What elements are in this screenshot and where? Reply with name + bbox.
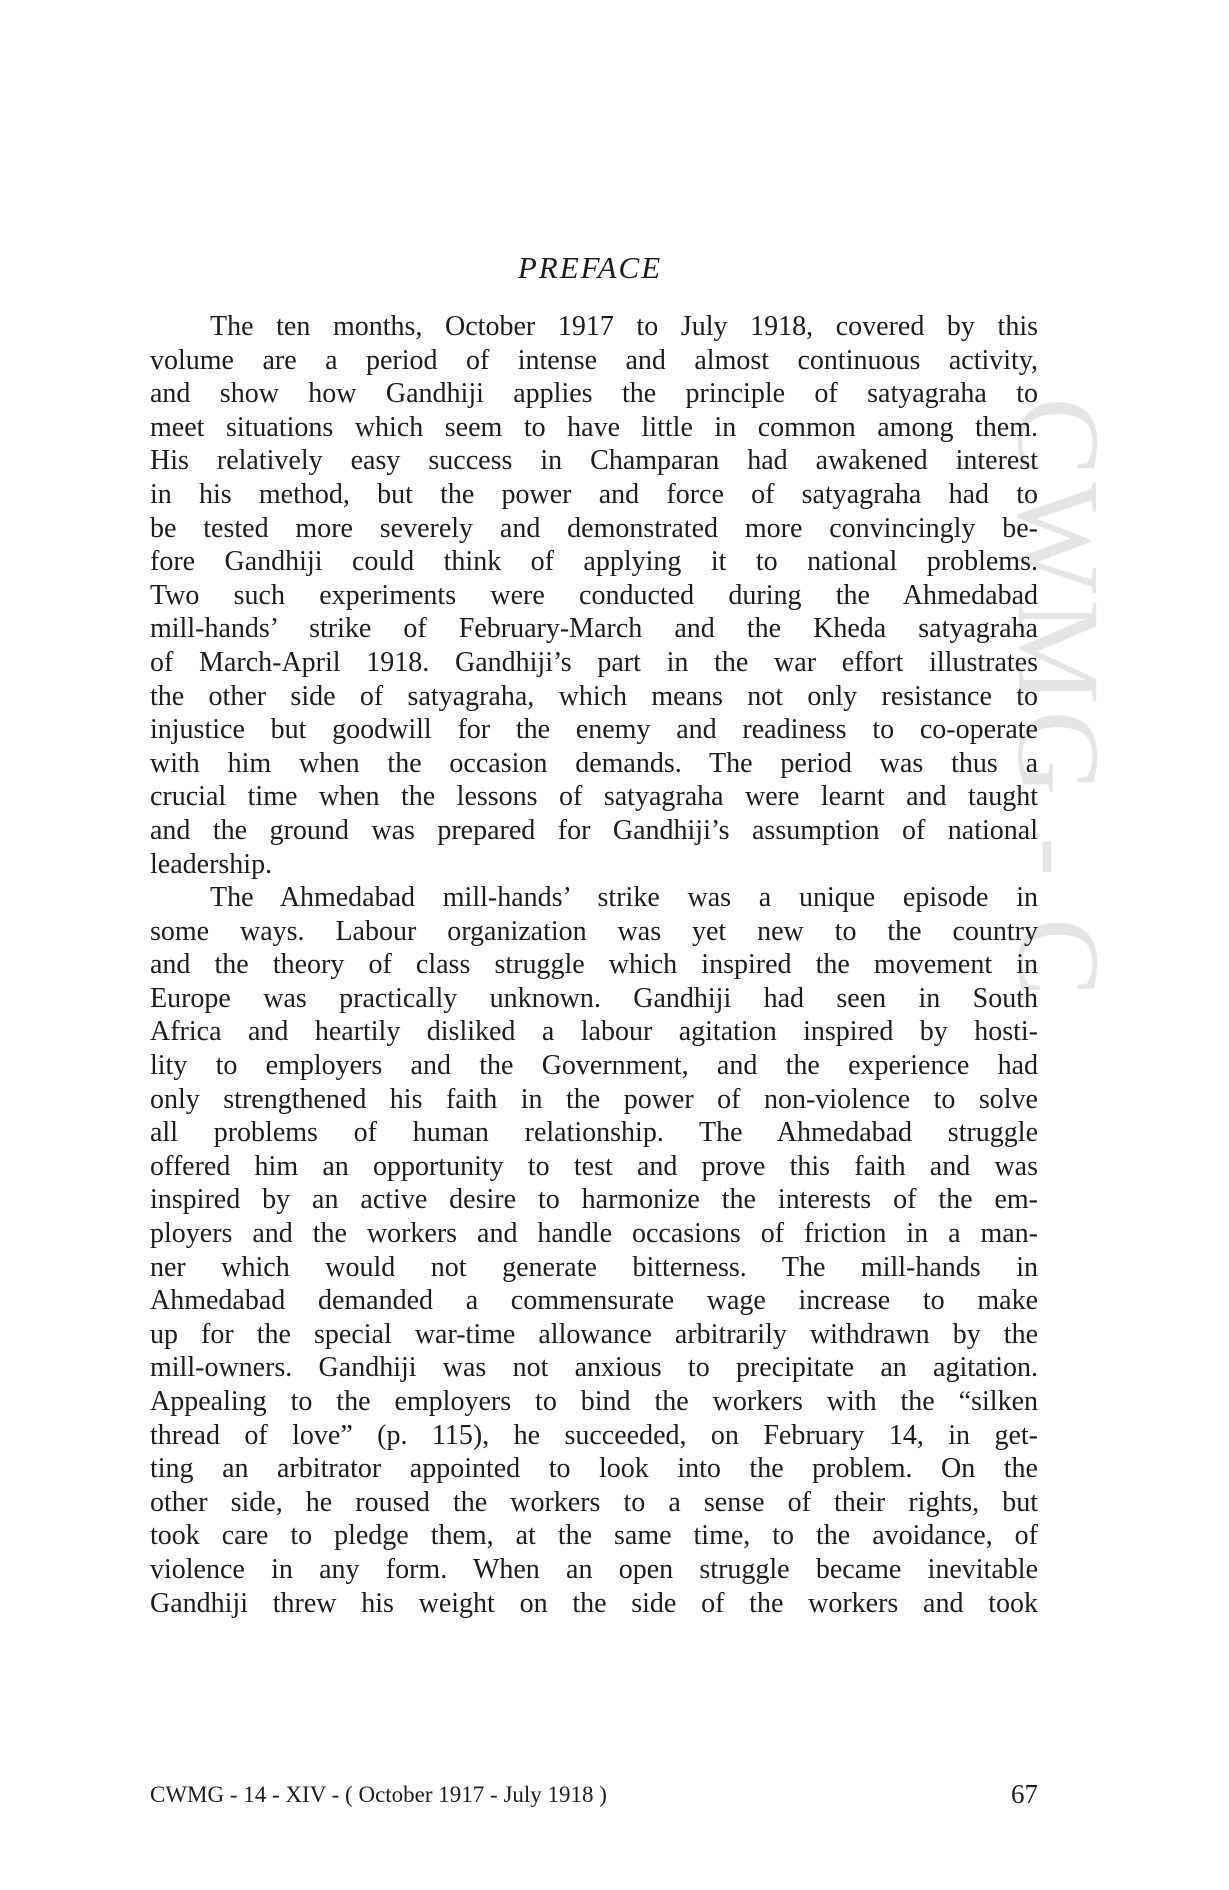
text-line: crucial time when the lessons of satyagraha were learnt and taught — [150, 781, 1038, 813]
page-title: PREFACE — [517, 250, 663, 285]
text-line: Ahmedabad demanded a commensurate wage increase to make — [150, 1285, 1038, 1317]
text-line: up for the special war-time allowance arbitrarily withdrawn by the — [150, 1318, 1038, 1350]
text-line: lity to employers and the Government, and the experience had — [150, 1050, 1038, 1082]
text-line: ner which would not generate bitterness. The mill-hands in — [150, 1251, 1038, 1283]
text-line: offered him an opportunity to test and prove this faith and was — [150, 1150, 1038, 1182]
text-line: His relatively easy success in Champaran had awakened interest — [150, 445, 1038, 477]
text-line: in his method, but the power and force of satyagraha had to — [150, 478, 1038, 510]
text-line: leadership. — [150, 848, 273, 880]
text-line: inspired by an active desire to harmonize the interests of the em- — [150, 1184, 1038, 1216]
text-line: all problems of human relationship. The Ahmedabad struggle — [150, 1117, 1038, 1149]
text-line: and the ground was prepared for Gandhiji’s assumption of national — [150, 814, 1038, 846]
watermark: CWMG - C — [993, 397, 1124, 1003]
text-line: with him when the occasion demands. The period was thus a — [150, 747, 1038, 779]
text-line: took care to pledge them, at the same time, to the avoidance, of — [150, 1520, 1038, 1552]
text-line: of March-April 1918. Gandhiji’s part in the war effort illustrates — [150, 646, 1038, 678]
page-number: 67 — [1011, 1779, 1038, 1809]
text-line: some ways. Labour organization was yet new to the country — [150, 915, 1038, 947]
text-line: ployers and the workers and handle occasions of friction in a man- — [150, 1218, 1038, 1250]
text-line: ting an arbitrator appointed to look into the problem. On the — [150, 1453, 1038, 1485]
text-line: and show how Gandhiji applies the principle of satyagraha to — [150, 378, 1038, 410]
text-line: other side, he roused the workers to a sense of their rights, but — [150, 1486, 1038, 1518]
text-line: Gandhiji threw his weight on the side of the workers and took — [150, 1587, 1038, 1619]
text-line: The ten months, October 1917 to July 1918, covered by this — [210, 311, 1038, 342]
text-line: meet situations which seem to have little in common among them. — [150, 411, 1038, 443]
text-line: be tested more severely and demonstrated more convincingly be- — [150, 512, 1038, 544]
text-line: mill-hands’ strike of February-March and the Kheda satyagraha — [150, 613, 1038, 645]
text-line: mill-owners. Gandhiji was not anxious to precipitate an agitation. — [150, 1352, 1038, 1384]
text-line: and the theory of class struggle which inspired the movement in — [150, 949, 1038, 981]
text-line: The Ahmedabad mill-hands’ strike was a unique episode in — [210, 882, 1038, 914]
text-line: only strengthened his faith in the power of non-violence to solve — [150, 1083, 1038, 1115]
text-line: Two such experiments were conducted during the Ahmedabad — [150, 579, 1038, 611]
text-line: volume are a period of intense and almost continuous activity, — [150, 344, 1038, 376]
preface-body — [150, 310, 1038, 1620]
text-line: violence in any form. When an open struggle became inevitable — [150, 1553, 1038, 1585]
text-line: thread of love” (p. 115), he succeeded, on February 14, in get- — [150, 1419, 1038, 1451]
text-line: Appealing to the employers to bind the workers with the “silken — [150, 1386, 1038, 1417]
text-line: Europe was practically unknown. Gandhiji had seen in South — [150, 982, 1038, 1014]
text-line: injustice but goodwill for the enemy and readiness to co-operate — [150, 714, 1038, 746]
text-line: the other side of satyagraha, which means not only resistance to — [150, 680, 1038, 712]
text-line: Africa and heartily disliked a labour agitation inspired by hosti- — [150, 1016, 1038, 1048]
footer-source: CWMG - 14 - XIV - ( October 1917 - July 1918 ) — [150, 1782, 607, 1807]
text-line: fore Gandhiji could think of applying it to national problems. — [150, 546, 1038, 578]
